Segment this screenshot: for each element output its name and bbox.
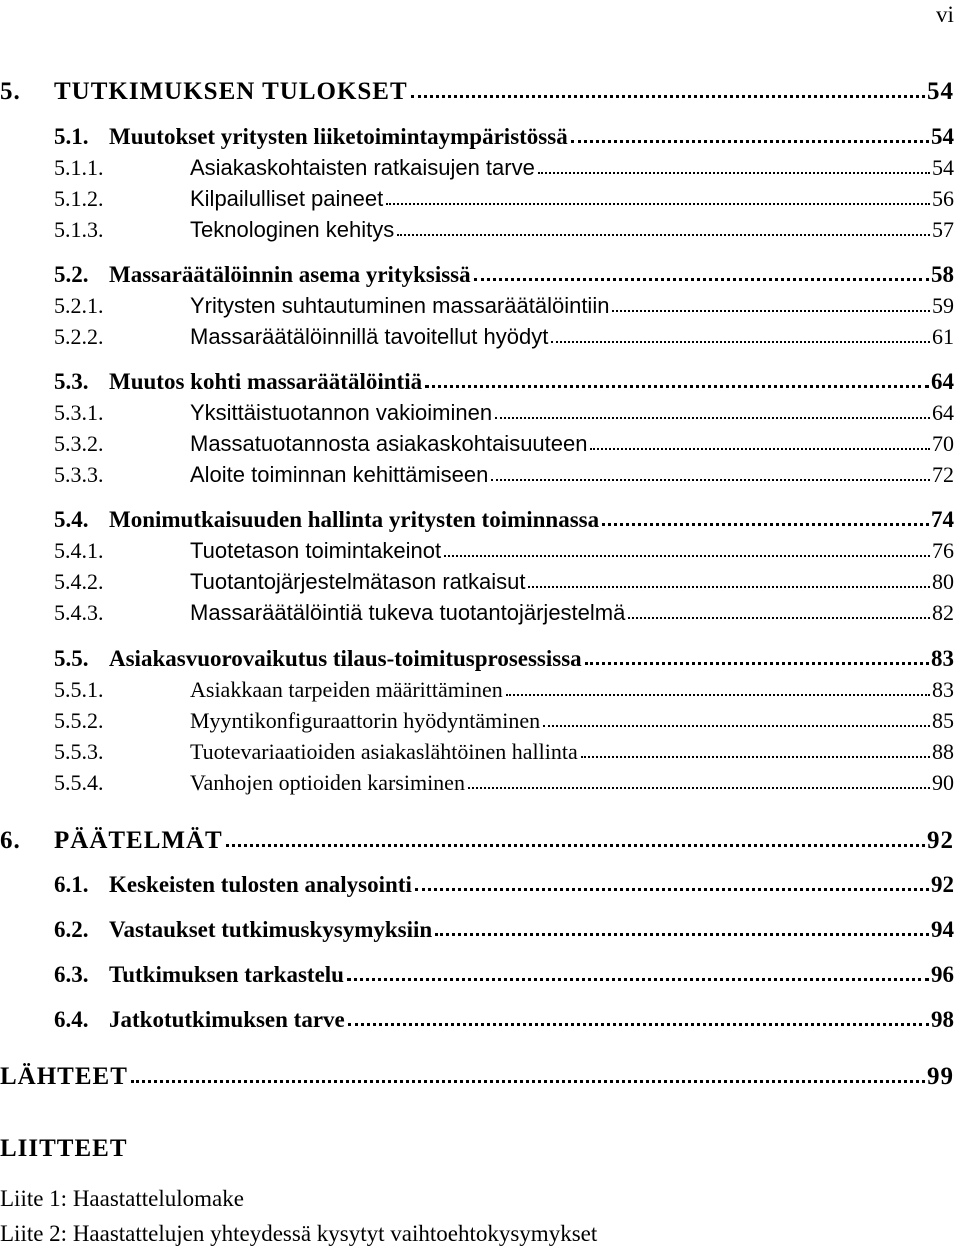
toc-number: 5.3.3. <box>54 462 104 487</box>
toc-number: 6.4. <box>54 1007 89 1032</box>
toc-title: TUTKIMUKSEN TULOKSET <box>54 78 408 105</box>
toc-subsection-5-2-1[interactable] <box>54 293 954 319</box>
toc-subsection-5-5-4[interactable] <box>54 770 954 796</box>
toc-page: 54 <box>932 155 954 180</box>
toc-title: Yksittäistuotannon vakioiminen <box>190 400 493 425</box>
toc-leader <box>528 584 930 588</box>
toc-number: 6.2. <box>54 917 89 942</box>
toc-leader <box>415 885 929 891</box>
toc-title: Massaräätälöinnillä tavoitellut hyödyt <box>190 324 549 349</box>
toc-page: 64 <box>932 400 954 425</box>
appendices-heading: LIITTEET <box>0 1135 128 1162</box>
toc-section-5-3[interactable] <box>54 369 954 395</box>
toc-page: 64 <box>931 369 954 394</box>
toc-title: Vastaukset tutkimuskysymyksiin <box>109 917 433 942</box>
toc-number: 5.4.2. <box>54 569 104 594</box>
toc-leader <box>551 339 930 343</box>
toc-title: Tuotantojärjestelmätason ratkaisut <box>190 569 526 594</box>
toc-subsection-5-3-3[interactable] <box>54 462 954 488</box>
toc-number: 5.3. <box>54 369 89 394</box>
toc-leader <box>386 201 930 205</box>
toc-title: Vanhojen optioiden karsiminen <box>190 770 465 795</box>
toc-title: Myyntikonfiguraattorin hyödyntäminen <box>190 708 541 733</box>
toc-title: Massatuotannosta asiakaskohtaisuuteen <box>190 431 588 456</box>
toc-page: 92 <box>927 827 954 854</box>
toc-leader <box>628 615 930 619</box>
toc-title: Teknologinen kehitys <box>190 217 395 242</box>
toc-title: Tuotetason toimintakeinot <box>190 538 442 563</box>
toc-leader <box>571 137 929 143</box>
toc-leader <box>474 275 929 281</box>
toc-number: 5.4.1. <box>54 538 104 563</box>
toc-title: Asiakasvuorovaikutus tilaus-toimitusprosessissa <box>109 646 582 671</box>
appendix-item-1[interactable]: Liite 1: Haastattelulomake <box>0 1186 244 1211</box>
page-number: vi <box>936 2 954 27</box>
toc-title: Yritysten suhtautuminen massaräätälöintiin <box>190 293 610 318</box>
toc-subsection-5-4-1[interactable] <box>54 538 954 564</box>
toc-number: 6. <box>0 827 21 854</box>
toc-leader <box>411 92 925 98</box>
toc-section-6-1[interactable] <box>54 872 954 898</box>
appendix-item-2[interactable]: Liite 2: Haastattelujen yhteydessä kysytyt vaihtoehtokysymykset <box>0 1221 598 1246</box>
toc-leader <box>131 1077 925 1083</box>
toc-number: 5.5.1. <box>54 677 104 702</box>
toc-page: 59 <box>932 293 954 318</box>
toc-section-5-2[interactable] <box>54 262 954 288</box>
toc-leader <box>495 415 930 419</box>
toc-number: 5.3.2. <box>54 431 104 456</box>
toc-leader <box>602 520 929 526</box>
toc-title: Asiakkaan tarpeiden määrittäminen <box>190 677 503 702</box>
toc-title: Tutkimuksen tarkastelu <box>109 962 344 987</box>
toc-number: 5.2. <box>54 262 89 287</box>
toc-page: 99 <box>927 1063 954 1090</box>
toc-title: PÄÄTELMÄT <box>54 827 223 854</box>
toc-subsection-5-1-2[interactable] <box>54 186 954 212</box>
toc-title: Massaräätälöintiä tukeva tuotantojärjestelmä <box>190 600 626 625</box>
toc-section-5-4[interactable] <box>54 507 954 533</box>
toc-page: 85 <box>932 708 954 733</box>
toc-number: 5.2.1. <box>54 293 104 318</box>
toc-number: 5.1.3. <box>54 217 104 242</box>
toc-page: 82 <box>932 600 954 625</box>
toc-number: 5. <box>0 78 21 105</box>
toc-page: 88 <box>932 739 954 764</box>
toc-page: 83 <box>931 646 954 671</box>
toc-title: Massaräätälöinnin asema yrityksissä <box>109 262 471 287</box>
toc-section-5-1[interactable] <box>54 124 954 150</box>
toc-leader <box>538 170 930 174</box>
toc-page: 98 <box>931 1007 954 1032</box>
toc-page: 61 <box>932 324 954 349</box>
toc-section-6-3[interactable] <box>54 962 954 988</box>
toc-subsection-5-1-1[interactable] <box>54 155 954 181</box>
toc-number: 5.4. <box>54 507 89 532</box>
toc-page: 57 <box>932 217 954 242</box>
toc-title: Muutokset yritysten liiketoimintaympäristössä <box>109 124 568 149</box>
toc-page: 96 <box>931 962 954 987</box>
toc-leader <box>444 553 930 557</box>
toc-leader <box>347 975 929 981</box>
toc-subsection-5-5-3[interactable] <box>54 739 954 765</box>
toc-leader <box>590 446 930 450</box>
toc-number: 5.5.3. <box>54 739 104 764</box>
toc-number: 6.3. <box>54 962 89 987</box>
toc-page: 58 <box>931 262 954 287</box>
toc-chapter-6[interactable] <box>0 827 954 855</box>
toc-section-6-2[interactable] <box>54 917 954 943</box>
toc-subsection-5-1-3[interactable] <box>54 217 954 243</box>
toc-number: 5.5. <box>54 646 89 671</box>
toc-leader <box>543 723 930 727</box>
toc-leader <box>226 841 925 847</box>
toc-number: 5.1.2. <box>54 186 104 211</box>
toc-references[interactable] <box>0 1063 954 1091</box>
toc-page: 70 <box>932 431 954 456</box>
toc-chapter-5[interactable] <box>0 78 954 106</box>
toc-number: 5.1.1. <box>54 155 104 180</box>
toc-leader <box>581 754 930 758</box>
toc-number: 5.3.1. <box>54 400 104 425</box>
toc-title: Tuotevariaatioiden asiakaslähtöinen hallinta <box>190 739 578 764</box>
toc-page: 80 <box>932 569 954 594</box>
toc-page: 54 <box>931 124 954 149</box>
toc-leader <box>506 692 930 696</box>
toc-title: Aloite toiminnan kehittämiseen <box>190 462 489 487</box>
toc-title: Asiakaskohtaisten ratkaisujen tarve <box>190 155 535 180</box>
toc-subsection-5-4-2[interactable] <box>54 569 954 595</box>
toc-leader <box>585 659 929 665</box>
toc-number: 5.1. <box>54 124 89 149</box>
toc-subsection-5-5-1[interactable] <box>54 677 954 703</box>
toc-leader <box>435 930 929 936</box>
toc-page: 56 <box>932 186 954 211</box>
toc-page: 92 <box>931 872 954 897</box>
toc-leader <box>612 308 930 312</box>
toc-leader <box>491 477 930 481</box>
toc-number: 5.2.2. <box>54 324 104 349</box>
toc-number: 5.4.3. <box>54 600 104 625</box>
toc-title: Muutos kohti massaräätälöintiä <box>109 369 423 394</box>
toc-number: 5.5.2. <box>54 708 104 733</box>
toc-subsection-5-3-1[interactable] <box>54 400 954 426</box>
toc-page: 76 <box>932 538 954 563</box>
toc-leader <box>348 1020 929 1026</box>
toc-subsection-5-3-2[interactable] <box>54 431 954 457</box>
toc-page: 83 <box>932 677 954 702</box>
toc-title: Keskeisten tulosten analysointi <box>109 872 412 897</box>
toc-leader <box>425 382 929 388</box>
toc-number: 6.1. <box>54 872 89 897</box>
toc-title: Monimutkaisuuden hallinta yritysten toiminnassa <box>109 507 600 532</box>
toc-page: 90 <box>932 770 954 795</box>
toc-title: Kilpailulliset paineet <box>190 186 384 211</box>
toc-leader <box>397 232 930 236</box>
toc-subsection-5-4-3[interactable] <box>54 600 954 626</box>
toc-leader <box>468 785 930 789</box>
toc-section-6-4[interactable] <box>54 1007 954 1033</box>
toc-page: 94 <box>931 917 954 942</box>
toc-title: LÄHTEET <box>0 1063 128 1090</box>
toc-page: 72 <box>932 462 954 487</box>
toc-number: 5.5.4. <box>54 770 104 795</box>
toc-page: 74 <box>931 507 954 532</box>
toc-subsection-5-5-2[interactable] <box>54 708 954 734</box>
toc-title: Jatkotutkimuksen tarve <box>109 1007 345 1032</box>
toc-page: 54 <box>927 78 954 105</box>
toc-subsection-5-2-2[interactable] <box>54 324 954 350</box>
toc-section-5-5[interactable] <box>54 646 954 672</box>
